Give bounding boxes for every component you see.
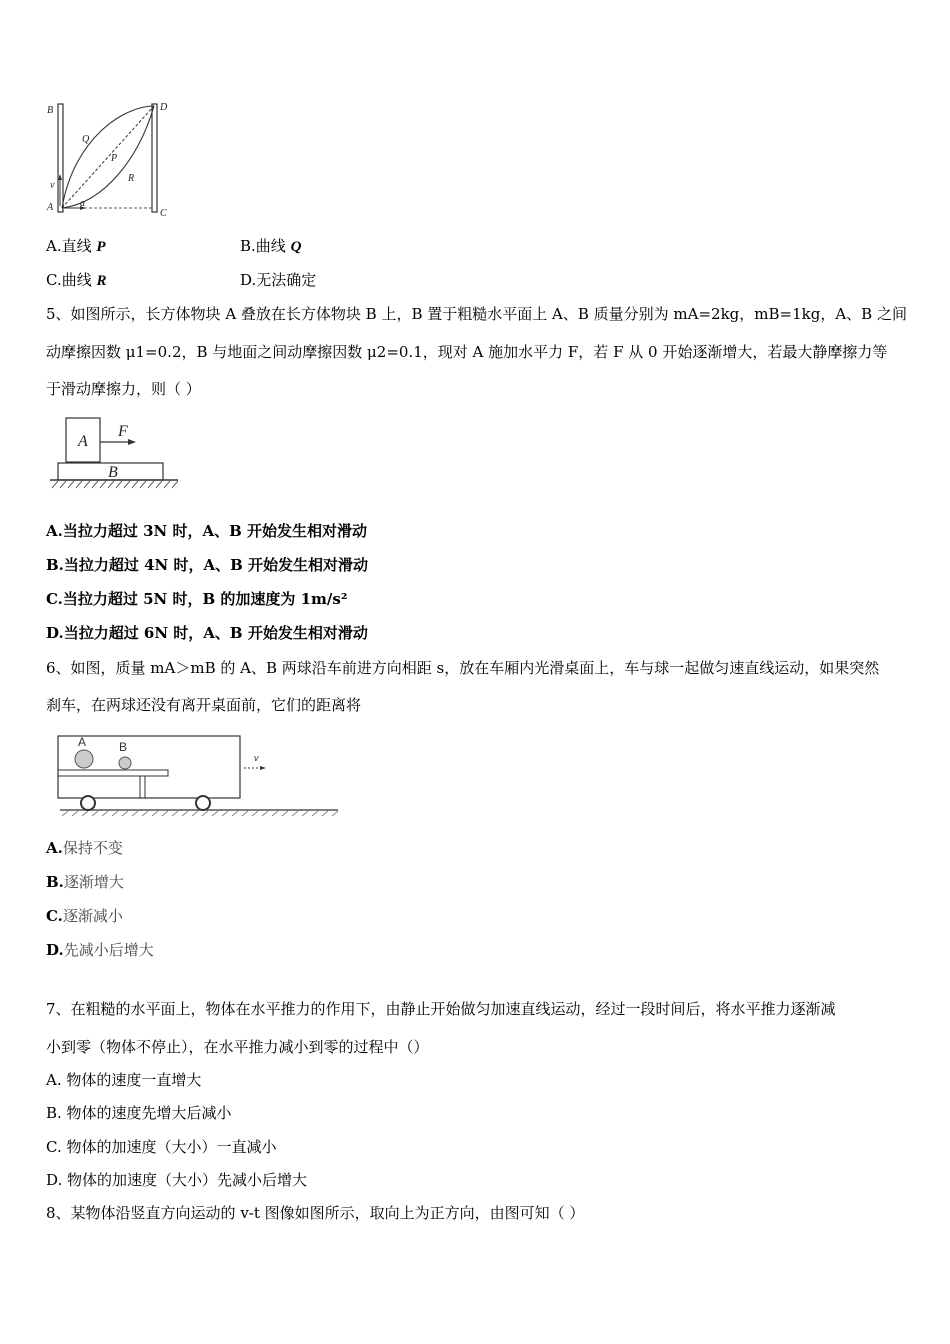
label-F: F [118, 423, 128, 440]
ball-A [75, 750, 93, 768]
q8-stem-line1: 8、某物体沿竖直方向运动的 v-t 图像如图所示，取向上为正方向，由图可知（ ） [46, 1204, 585, 1222]
table-leg [140, 776, 145, 798]
q6-option-c[interactable]: C.逐渐减小 [46, 907, 123, 925]
q6-option-d[interactable]: D.先减小后增大 [46, 941, 154, 959]
q7-option-b[interactable]: B. 物体的速度先增大后减小 [46, 1104, 232, 1122]
q5-option-c[interactable]: C.当拉力超过 5N 时，B 的加速度为 1m/s² [46, 590, 348, 608]
q5-stem-line3: 于滑动摩擦力，则（ ） [46, 380, 201, 398]
label-C: C [160, 208, 167, 219]
label-A: A [78, 735, 87, 749]
q4-figure [44, 98, 179, 222]
right-post [152, 104, 157, 212]
table-top [58, 770, 168, 776]
label-B: B [108, 464, 118, 481]
q4-option-c[interactable]: C.曲线 R [46, 271, 107, 289]
ball-B [119, 757, 131, 769]
q4-option-a[interactable]: A.直线 P [46, 237, 106, 255]
label-D: D [160, 102, 168, 113]
q6-option-a[interactable]: A.保持不变 [46, 839, 123, 857]
label-A: A [78, 433, 88, 450]
q5-option-a[interactable]: A.当拉力超过 3N 时，A、B 开始发生相对滑动 [46, 522, 367, 540]
wheel-left [81, 796, 95, 810]
q4-option-d[interactable]: D.无法确定 [240, 271, 317, 289]
label-Q: Q [82, 134, 90, 145]
q5-option-d[interactable]: D.当拉力超过 6N 时，A、B 开始发生相对滑动 [46, 624, 368, 642]
label-P: P [111, 153, 118, 164]
label-v: v [50, 180, 55, 191]
q6-figure [48, 728, 348, 824]
q5-figure [48, 414, 180, 492]
q4-option-b[interactable]: B.曲线 Q [240, 237, 302, 255]
label-B: B [119, 740, 128, 754]
q5-stem-line1: 5、如图所示，长方体物块 A 叠放在长方体物块 B 上，B 置于粗糙水平面上 A、B 质量分别为 mA=2kg，mB=1kg，A、B 之间 [46, 305, 907, 323]
label-B: B [47, 105, 54, 116]
q6-stem-line1: 6、如图，质量 mA＞mB 的 A、B 两球沿车前进方向相距 s，放在车厢内光滑桌面上，车与球一起做匀速直线运动，如果突然 [46, 659, 880, 677]
q6-stem-line2: 刹车，在两球还没有离开桌面前，它们的距离将 [46, 696, 362, 714]
label-A: A [47, 202, 54, 213]
wheel-right [196, 796, 210, 810]
q6-option-b[interactable]: B.逐渐增大 [46, 873, 124, 891]
label-a: a [80, 198, 85, 209]
q7-option-d[interactable]: D. 物体的加速度（大小）先减小后增大 [46, 1171, 308, 1189]
q7-option-c[interactable]: C. 物体的加速度（大小）一直减小 [46, 1138, 277, 1156]
label-v: v [254, 753, 259, 763]
q7-stem-line1: 7、在粗糙的水平面上，物体在水平推力的作用下，由静止开始做匀加速直线运动，经过一段时间后，将水平推力逐渐减 [46, 1000, 836, 1018]
q5-option-b[interactable]: B.当拉力超过 4N 时，A、B 开始发生相对滑动 [46, 556, 369, 574]
label-R: R [128, 173, 135, 184]
q5-stem-line2: 动摩擦因数 μ1=0.2，B 与地面之间动摩擦因数 μ2=0.1，现对 A 施加水平力 F，若 F 从 0 开始逐渐增大，若最大静摩擦力等 [46, 343, 888, 361]
line-P [62, 106, 154, 208]
q7-stem-line2: 小到零（物体不停止），在水平推力减小到零的过程中（） [46, 1038, 429, 1056]
q7-option-a[interactable]: A. 物体的速度一直增大 [46, 1071, 202, 1089]
